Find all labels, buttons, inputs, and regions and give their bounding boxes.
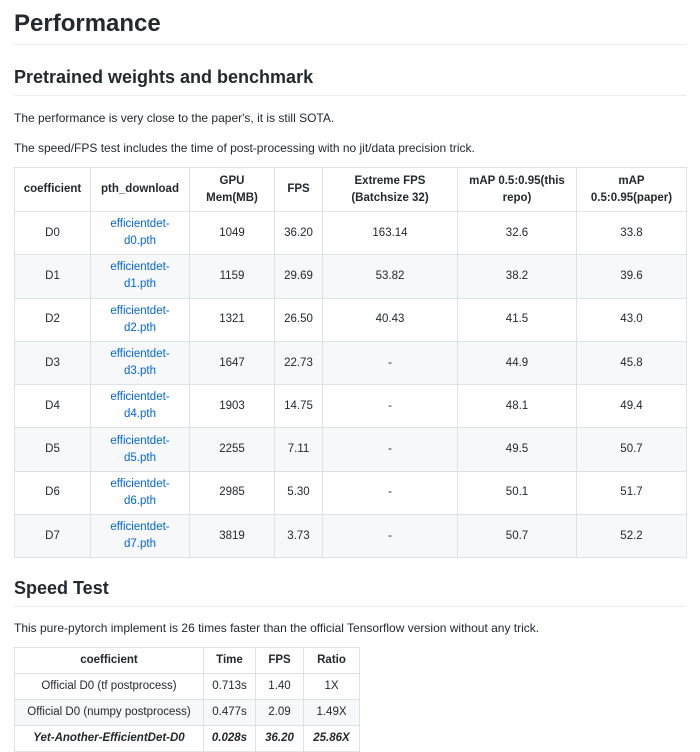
map-paper-cell: 33.8 — [577, 212, 687, 255]
benchmark-header-row — [15, 168, 687, 212]
map-paper-cell: 43.0 — [577, 298, 687, 341]
gpu-mem-cell: 1321 — [190, 298, 275, 341]
ratio-cell: 1.49X — [304, 700, 360, 726]
column-header: FPS — [256, 648, 304, 674]
benchmark-paragraph-1: The performance is very close to the paper's, it is still SOTA. — [14, 111, 335, 125]
page-title: Performance — [14, 0, 686, 45]
benchmark-table — [14, 167, 687, 558]
gpu-mem-cell: 1159 — [190, 255, 275, 298]
fps-cell: 36.20 — [275, 212, 323, 255]
download-link[interactable]: efficientdet-d4.pth — [110, 391, 170, 421]
table-row — [15, 700, 360, 726]
coefficient-cell: D1 — [15, 255, 91, 298]
time-cell: 0.477s — [204, 700, 256, 726]
fps-cell: 7.11 — [275, 428, 323, 471]
download-link[interactable]: efficientdet-d7.pth — [110, 521, 170, 551]
table-row — [15, 515, 687, 558]
map-repo-cell: 38.2 — [458, 255, 577, 298]
coefficient-cell: D4 — [15, 385, 91, 428]
download-link[interactable]: efficientdet-d3.pth — [110, 348, 170, 378]
download-cell — [91, 471, 190, 514]
benchmark-heading: Pretrained weights and benchmark — [14, 66, 686, 96]
table-row — [15, 385, 687, 428]
column-header: mAP 0.5:0.95(this repo) — [458, 168, 577, 212]
column-header: Time — [204, 648, 256, 674]
download-cell — [91, 515, 190, 558]
column-header: coefficient — [15, 648, 204, 674]
map-paper-cell: 39.6 — [577, 255, 687, 298]
map-paper-cell: 50.7 — [577, 428, 687, 471]
extreme-fps-cell: - — [323, 385, 458, 428]
speed-test-table — [14, 647, 360, 752]
gpu-mem-cell: 3819 — [190, 515, 275, 558]
map-paper-cell: 51.7 — [577, 471, 687, 514]
fps-cell: 5.30 — [275, 471, 323, 514]
column-header: coefficient — [15, 168, 91, 212]
gpu-mem-cell: 1903 — [190, 385, 275, 428]
extreme-fps-cell: - — [323, 515, 458, 558]
map-paper-cell: 52.2 — [577, 515, 687, 558]
gpu-mem-cell: 1049 — [190, 212, 275, 255]
fps-cell: 3.73 — [275, 515, 323, 558]
coefficient-cell: D7 — [15, 515, 91, 558]
time-cell: 0.028s — [204, 726, 256, 752]
time-cell: 0.713s — [204, 674, 256, 700]
speed-test-heading: Speed Test — [14, 577, 686, 607]
coefficient-cell: D0 — [15, 212, 91, 255]
map-paper-cell: 49.4 — [577, 385, 687, 428]
column-header: mAP 0.5:0.95(paper) — [577, 168, 687, 212]
table-row — [15, 298, 687, 341]
extreme-fps-cell: 40.43 — [323, 298, 458, 341]
gpu-mem-cell: 2255 — [190, 428, 275, 471]
map-repo-cell: 41.5 — [458, 298, 577, 341]
download-cell — [91, 385, 190, 428]
download-cell — [91, 298, 190, 341]
map-paper-cell: 45.8 — [577, 341, 687, 384]
coefficient-cell: D3 — [15, 341, 91, 384]
fps-cell: 14.75 — [275, 385, 323, 428]
fps-cell: 1.40 — [256, 674, 304, 700]
download-link[interactable]: efficientdet-d6.pth — [110, 477, 170, 507]
table-row — [15, 212, 687, 255]
column-header: Extreme FPS (Batchsize 32) — [323, 168, 458, 212]
download-cell — [91, 341, 190, 384]
map-repo-cell: 44.9 — [458, 341, 577, 384]
extreme-fps-cell: 53.82 — [323, 255, 458, 298]
extreme-fps-cell: - — [323, 341, 458, 384]
ratio-cell: 1X — [304, 674, 360, 700]
coefficient-cell: D5 — [15, 428, 91, 471]
table-row — [15, 341, 687, 384]
speed-test-paragraph: This pure-pytorch implement is 26 times faster than the official Tensorflow version without any trick. — [14, 621, 540, 636]
column-header: pth_download — [91, 168, 190, 212]
fps-cell: 22.73 — [275, 341, 323, 384]
download-cell — [91, 212, 190, 255]
table-row — [15, 255, 687, 298]
fps-cell: 36.20 — [256, 726, 304, 752]
table-row — [15, 471, 687, 514]
download-cell — [91, 255, 190, 298]
map-repo-cell: 50.1 — [458, 471, 577, 514]
fps-cell: 2.09 — [256, 700, 304, 726]
speed-header-row — [15, 648, 360, 674]
column-header: Ratio — [304, 648, 360, 674]
map-repo-cell: 49.5 — [458, 428, 577, 471]
extreme-fps-cell: - — [323, 471, 458, 514]
coefficient-cell: Yet-Another-EfficientDet-D0 — [15, 726, 204, 752]
gpu-mem-cell: 1647 — [190, 341, 275, 384]
extreme-fps-cell: 163.14 — [323, 212, 458, 255]
fps-cell: 26.50 — [275, 298, 323, 341]
download-cell — [91, 428, 190, 471]
map-repo-cell: 50.7 — [458, 515, 577, 558]
download-link[interactable]: efficientdet-d2.pth — [110, 304, 170, 334]
coefficient-cell: D2 — [15, 298, 91, 341]
download-link[interactable]: efficientdet-d5.pth — [110, 434, 170, 464]
download-link[interactable]: efficientdet-d0.pth — [110, 218, 170, 248]
map-repo-cell: 48.1 — [458, 385, 577, 428]
map-repo-cell: 32.6 — [458, 212, 577, 255]
column-header: GPU Mem(MB) — [190, 168, 275, 212]
extreme-fps-cell: - — [323, 428, 458, 471]
coefficient-cell: Official D0 (tf postprocess) — [15, 674, 204, 700]
ratio-cell: 25.86X — [304, 726, 360, 752]
table-row — [15, 674, 360, 700]
benchmark-paragraph-2: The speed/FPS test includes the time of post-processing with no jit/data precision trick. — [14, 141, 475, 155]
download-link[interactable]: efficientdet-d1.pth — [110, 261, 170, 291]
readme-content — [14, 0, 686, 752]
coefficient-cell: D6 — [15, 471, 91, 514]
gpu-mem-cell: 2985 — [190, 471, 275, 514]
coefficient-cell: Official D0 (numpy postprocess) — [15, 700, 204, 726]
table-row — [15, 428, 687, 471]
column-header: FPS — [275, 168, 323, 212]
fps-cell: 29.69 — [275, 255, 323, 298]
